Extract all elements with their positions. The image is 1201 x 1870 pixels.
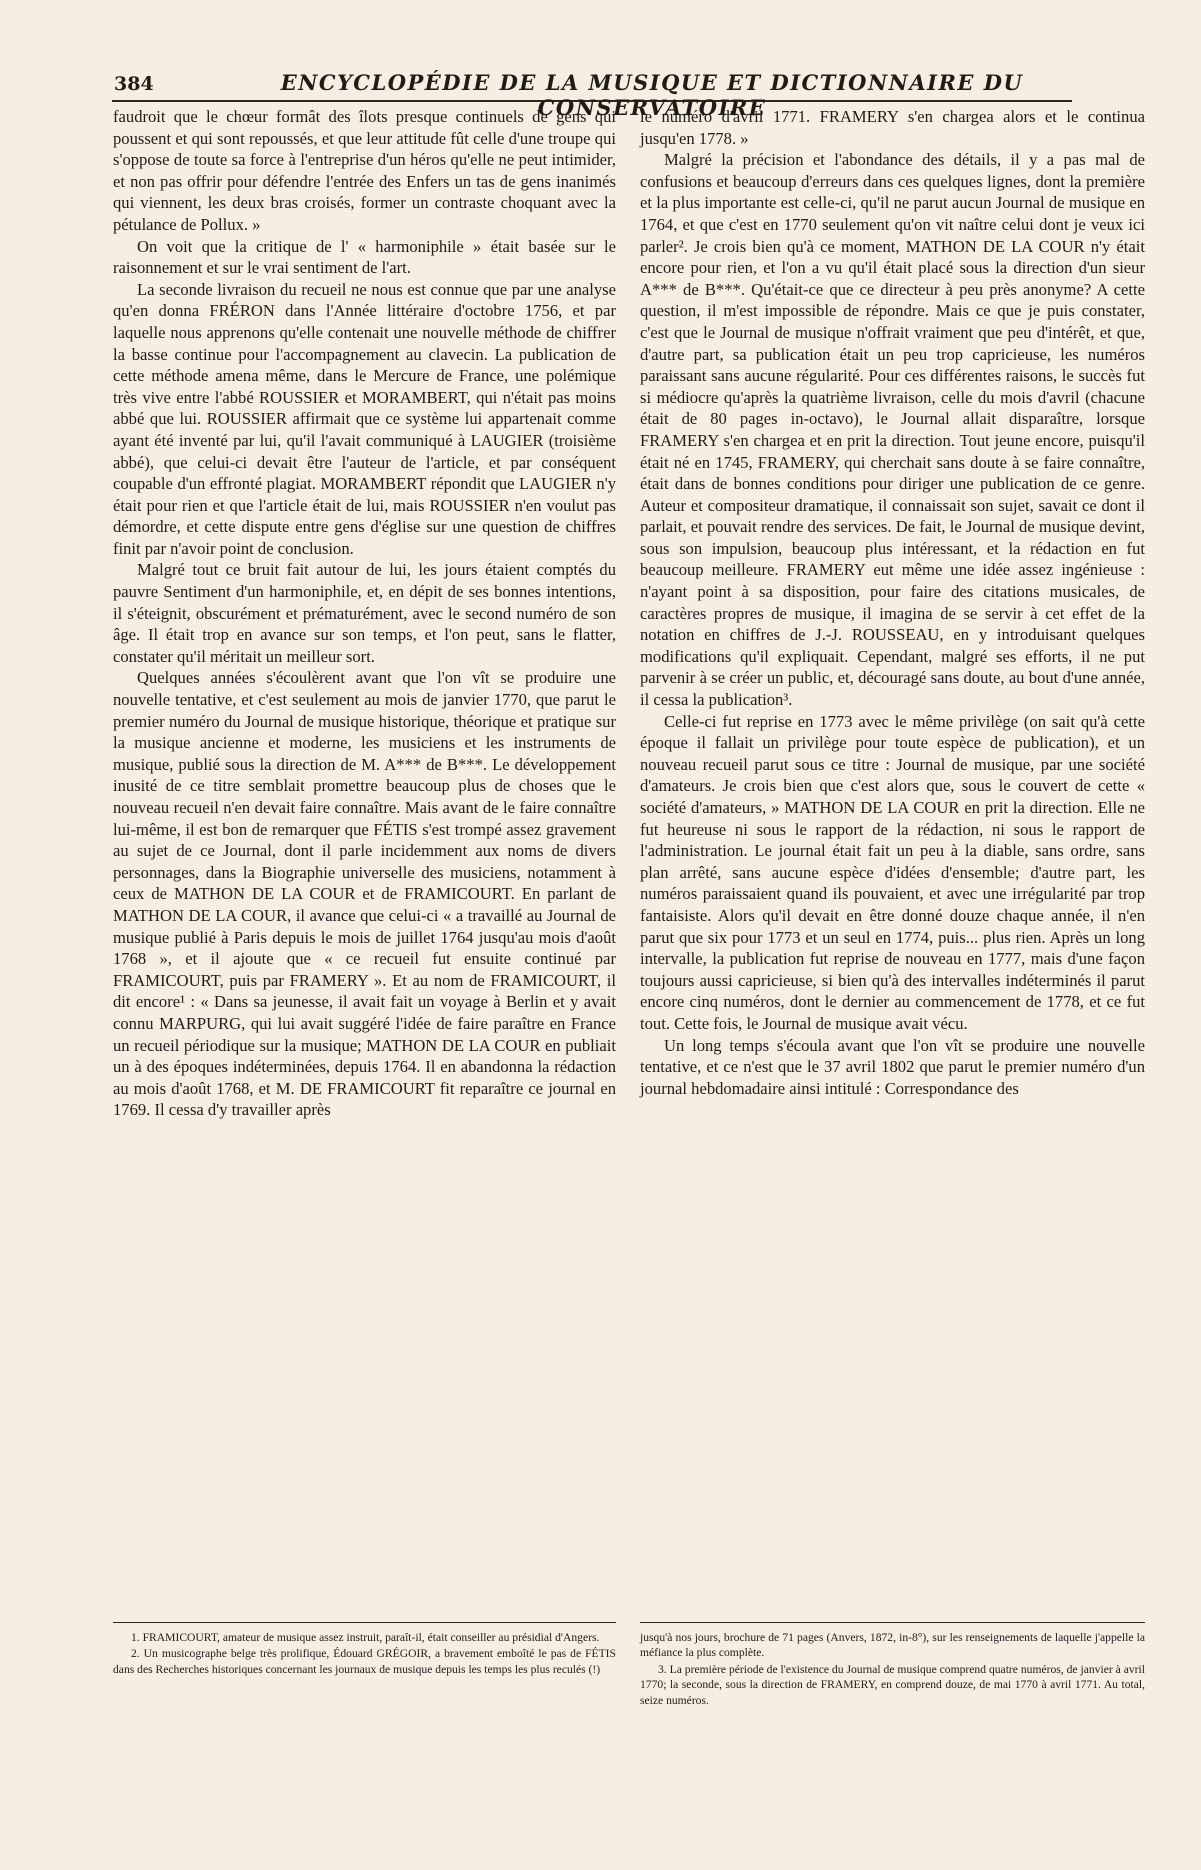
left-paragraph-4: Malgré tout ce bruit fait autour de lui, les jours étaient comptés du pauvre Sentiment d'un harmoniphile, et, en dépit de ses bonnes intentions, il s'éteignit, obscurément et prématurément, avec le second numéro de son âge. Il était trop en avance sur son temps, et l'on peut, sans le flatter, constater qu'il méritait un meilleur sort. (113, 560, 616, 666)
right-footnotes (640, 1630, 1145, 1709)
footnote-1: 1. FRAMICOURT, amateur de musique assez instruit, paraît-il, était conseiller au présidial d'Angers. (131, 1631, 600, 1644)
running-header (112, 70, 1072, 120)
left-paragraph-1: faudroit que le chœur formât des îlots presque continuels de gens qui poussent et qui sont repoussés, et que leur attitude fût celle d'une troupe qui s'oppose de toute sa force à l'entreprise d'un héros qu'elle ne peut intimider, et non pas offrir pour défendre l'entrée des Enfers un tas de gens inanimés qui viennent, les deux bras croisés, former un contraste choquant avec la pétulance de Pollux. » (113, 107, 616, 234)
right-paragraph-3: Celle-ci fut reprise en 1773 avec le même privilège (on sait qu'à cette époque il fallait un privilège pour toute espèce de publication), et un nouveau recueil parut sous ce titre : Journal de musique, par une société d'amateurs. Je crois bien que c'est alors que, sous le couvert de cette « société d'amateurs, » MATHON DE LA COUR en prit la direction. Elle ne fut heureuse ni sous le rapport de la rédaction, ni sous le rapport de l'administration. Le journal était fait un peu à la diable, sans ordre, sans plan arrêté, sans aucune espèce d'idées d'ensemble; d'autre part, les numéros paraissaient quand ils pouvaient, et avec une irrégularité par trop fantaisiste. Alors qu'il devait en être donné douze chaque année, il n'en parut que six pour 1773 et un seul en 1774, puis... plus rien. Après un long intervalle, la publication fut reprise de nouveau en 1777, mais d'une façon toujours aussi capricieuse, si bien qu'à des intervalles indéterminés il parut encore cinq numéros, dont le dernier au commencement de 1778, et ce fut tout. Cette fois, le Journal de musique avait vécu. (640, 711, 1145, 1033)
footnote-3: 3. La première période de l'existence du Journal de musique comprend quatre numéros, de janvier à avril 1770; la seconde, sous la direction de FRAMERY, en comprend douze, de mai 1770 à avril 1771. Au total, seize numéros. (640, 1662, 1145, 1707)
right-column (640, 106, 1145, 1099)
left-paragraph-3: La seconde livraison du recueil ne nous est connue que par une analyse qu'en donna FRÉRON dans l'Année littéraire d'octobre 1756, et par laquelle nous apprenons qu'elle contenait une nouvelle méthode de chiffrer la basse continue pour l'accompagnement au clavecin. La publication de cette méthode amena même, dans le Mercure de France, une polémique très vive entre l'abbé ROUSSIER et MORAMBERT, qui n'était pas moins abbé que lui. ROUSSIER affirmait que ce système lui appartenait comme ayant été inventé par lui, qu'il l'avait communiqué à LAUGIER (troisième abbé), que celui-ci devait être l'auteur de l'article, et par conséquent coupable d'un effronté plagiat. MORAMBERT répondit que LAUGIER n'y était pour rien et que l'article était de lui, mais ROUSSIER n'en voulut pas démordre, et cette dispute entre gens d'église sur une question de chiffres finit par n'avoir point de conclusion. (113, 279, 616, 558)
left-footnote-rule (113, 1622, 616, 1623)
left-paragraph-5: Quelques années s'écoulèrent avant que l'on vît se produire une nouvelle tentative, et c'est seulement au mois de janvier 1770, que parut le premier numéro du Journal de musique historique, théorique et pratique sur la musique ancienne et moderne, les musiciens et les instruments de musique, publié sous la direction de M. A*** de B***. Le développement inusité de ce titre semblait promettre beaucoup plus de choses que le nouveau recueil n'en devait faire connaître. Mais avant de le faire connaître lui-même, il est bon de remarquer que FÉTIS s'est trompé assez gravement au sujet de ce Journal, dont il parle incidemment aux noms de divers personnages, dans la Biographie universelle des musiciens, notamment à ceux de MATHON DE LA COUR et de FRAMICOURT. En parlant de MATHON DE LA COUR, il avance que celui-ci « a travaillé au Journal de musique publié à Paris depuis le mois de juillet 1764 jusqu'au mois d'août 1768 », et il ajoute que « ce recueil fut ensuite continué par FRAMICOURT, puis par FRAMERY ». Et au nom de FRAMICOURT, il dit encore¹ : « Dans sa jeunesse, il avait fait un voyage à Berlin et y avait connu MARPURG, qui lui avait suggéré l'idée de faire paraître en France un recueil périodique sur la musique; MATHON DE LA COUR en publiait un à des époques indéterminées, depuis 1764. Il en abandonna la rédaction au mois d'août 1768, et M. DE FRAMICOURT fit reparaître ce journal en 1769. Il cessa d'y travailler après (113, 668, 616, 1120)
right-footnote-rule (640, 1622, 1145, 1623)
right-paragraph-4: Un long temps s'écoula avant que l'on vît se produire une nouvelle tentative, et ce n'est que le 37 avril 1802 que parut le premier numéro d'un journal hebdomadaire ainsi intitulé : Correspondance des (640, 1035, 1145, 1098)
page-number: 384 (114, 73, 154, 95)
footnote-2: 2. Un musicographe belge très prolifique, Édouard GRÉGOIR, a bravement emboîté le pas de FÉTIS dans des Recherches historiques concernant les journaux de musique depuis les temps les plus reculés (!) (113, 1647, 616, 1676)
left-paragraph-2: On voit que la critique de l' « harmoniphile » était basée sur le raisonnement et sur le vrai sentiment de l'art. (113, 236, 616, 278)
running-title: ENCYCLOPÉDIE DE LA MUSIQUE ET DICTIONNAIRE DU CONSERVATOIRE (280, 70, 1024, 120)
right-paragraph-2: Malgré la précision et l'abondance des détails, il y a pas mal de confusions et beaucoup d'erreurs dans ces quelques lignes, dont la première et la plus importante est celle-ci, qu'il ne parut aucun Journal de musique en 1764, et que c'est en 1770 seulement qu'on vit naître celui dont je veux ici parler². Je crois bien qu'à ce moment, MATHON DE LA COUR n'y était encore pour rien, et l'on a vu qu'il était placé sous la direction d'un sieur A*** de B***. Qu'était-ce que ce directeur à peu près anonyme? A cette question, il m'est impossible de répondre. Mais ce que je puis constater, c'est que le Journal de musique n'offrait vraiment que peu d'intérêt, et que, d'autre part, sa publication était un peu trop capricieuse, les numéros paraissant sans aucune régularité. Pour ces différentes raisons, le succès fut si médiocre qu'après la quatrième livraison, celle du mois d'avril (chacune était de 80 pages in-octavo), le Journal allait disparaître, lorsque FRAMERY s'en chargea et en prit la direction. Tout jeune encore, puisqu'il était né en 1745, FRAMERY, qui cherchait sans doute à se faire connaître, était dans de bonnes conditions pour diriger une publication de ce genre. Auteur et compositeur dramatique, il connaissait son sujet, savait ce dont il parlait, et pouvait rendre des services. De fait, le Journal de musique devint, sous son impulsion, beaucoup plus intéressant, et la rédaction en fut beaucoup meilleure. FRAMERY eut même une idée assez ingénieuse : n'ayant point à sa disposition, pour faire des citations musicales, de caractères propres de musique, il imagina de se servir à cet effet de la notation en chiffres de J.-J. ROUSSEAU, en y introduisant quelques modifications qu'il expliquait. Cependant, malgré ses efforts, il ne put parvenir à se créer un public, et, découragé sans doute, au bout d'une année, il cessa la publication³. (640, 150, 1145, 710)
left-column (113, 106, 616, 1121)
left-footnotes (113, 1630, 616, 1678)
right-paragraph-1: le numéro d'avril 1771. FRAMERY s'en chargea alors et le continua jusqu'en 1778. » (640, 107, 1145, 148)
footnote-2-continued: jusqu'à nos jours, brochure de 71 pages (Anvers, 1872, in-8°), sur les renseignements de laquelle j'appelle la méfiance la plus complète. (640, 1631, 1145, 1660)
